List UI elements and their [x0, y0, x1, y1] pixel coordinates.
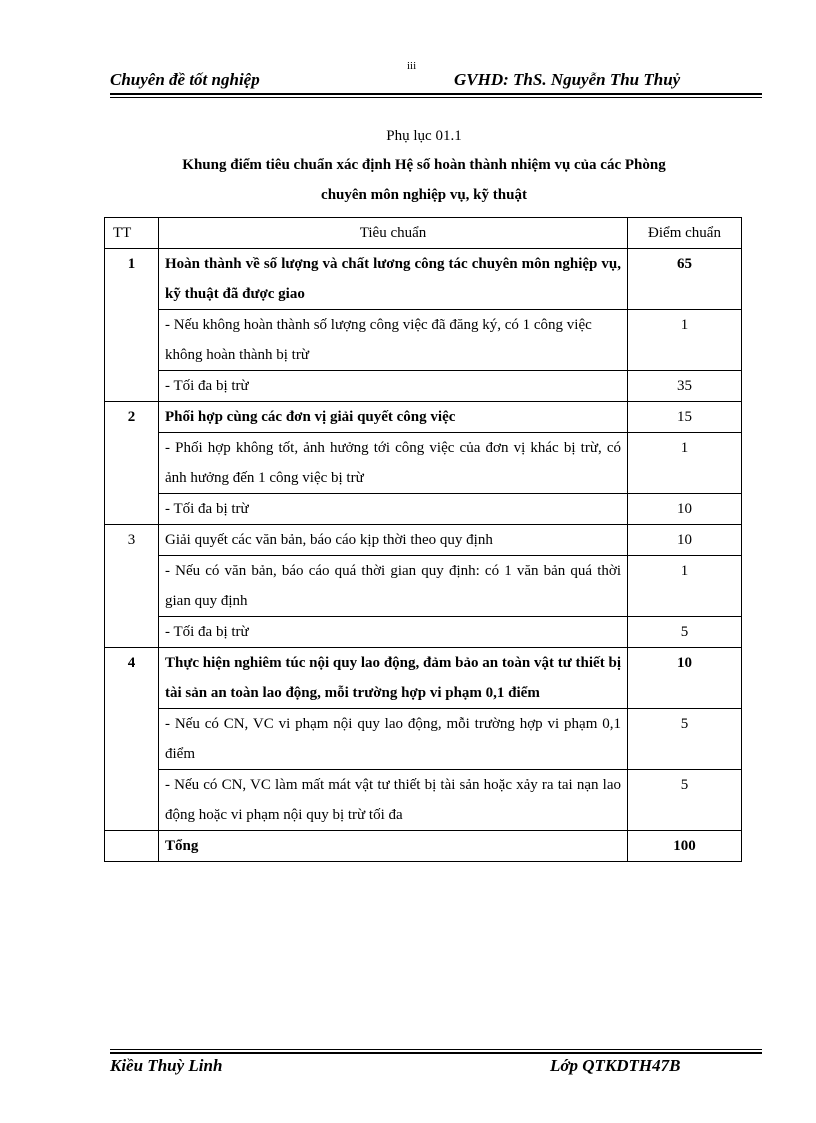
- footer-class: Lớp QTKDTH47B: [550, 1056, 681, 1075]
- header-points: Điểm chuẩn: [628, 218, 742, 249]
- criteria-cell: - Nếu có CN, VC làm mất mát vật tư thiết bị tài sản hoặc xảy ra tai nạn lao động hoặc vi phạm nội quy bị trừ tối đa: [159, 770, 628, 831]
- criteria-table: [104, 217, 742, 862]
- table-row: [105, 770, 742, 831]
- header-tt: TT: [105, 218, 159, 249]
- points-cell: 15: [628, 402, 742, 433]
- table-row: [105, 556, 742, 617]
- criteria-cell: Hoàn thành về số lượng và chất lương công tác chuyên môn nghiệp vụ, kỹ thuật đã được giao: [159, 249, 628, 310]
- points-cell: 5: [628, 709, 742, 770]
- table-header-row: [105, 218, 742, 249]
- header-document-type: Chuyên đề tốt nghiệp: [110, 70, 260, 89]
- footer-rule-thin: [110, 1049, 762, 1050]
- header-supervisor: GVHD: ThS. Nguyễn Thu Thuỷ: [454, 70, 681, 89]
- criteria-cell: - Tối đa bị trừ: [159, 617, 628, 648]
- points-cell: 10: [628, 525, 742, 556]
- points-cell: 1: [628, 310, 742, 371]
- table-row: [105, 310, 742, 371]
- criteria-cell: - Tối đa bị trừ: [159, 494, 628, 525]
- points-cell: 5: [628, 770, 742, 831]
- points-cell: 35: [628, 371, 742, 402]
- criteria-cell: - Nếu không hoàn thành số lượng công việc đã đăng ký, có 1 công việc không hoàn thành bị trừ: [159, 310, 628, 371]
- points-cell: 1: [628, 556, 742, 617]
- header-criteria: Tiêu chuẩn: [159, 218, 628, 249]
- criteria-cell: Thực hiện nghiêm túc nội quy lao động, đảm bảo an toàn vật tư thiết bị tài sản an toàn lao động, mỗi trường hợp vi phạm 0,1 điểm: [159, 648, 628, 709]
- criteria-cell: Giải quyết các văn bản, báo cáo kịp thời theo quy định: [159, 525, 628, 556]
- points-cell: 65: [628, 249, 742, 310]
- table-row: [105, 709, 742, 770]
- group-number: 2: [105, 402, 159, 433]
- criteria-cell: Phối hợp cùng các đơn vị giải quyết công việc: [159, 402, 628, 433]
- total-label: Tổng: [159, 831, 628, 862]
- table-row: [105, 433, 742, 494]
- criteria-cell: - Nếu có CN, VC vi phạm nội quy lao động, mỗi trường hợp vi phạm 0,1 điểm: [159, 709, 628, 770]
- criteria-cell: - Tối đa bị trừ: [159, 371, 628, 402]
- points-cell: 10: [628, 494, 742, 525]
- table-row: [105, 371, 742, 402]
- table-row: [105, 648, 742, 709]
- table-title-line2: chuyên môn nghiệp vụ, kỹ thuật: [321, 187, 527, 203]
- table-total-row: [105, 831, 742, 862]
- table-row: [105, 402, 742, 433]
- page-number: iii: [407, 60, 417, 72]
- footer-rule-thick: [110, 1052, 762, 1054]
- total-points: 100: [628, 831, 742, 862]
- points-cell: 1: [628, 433, 742, 494]
- appendix-label: Phụ lục 01.1: [386, 128, 462, 144]
- criteria-cell: - Nếu có văn bản, báo cáo quá thời gian quy định: có 1 văn bản quá thời gian quy định: [159, 556, 628, 617]
- footer-author: Kiều Thuỳ Linh: [110, 1056, 223, 1075]
- points-cell: 5: [628, 617, 742, 648]
- table-row: [105, 249, 742, 310]
- criteria-cell: - Phối hợp không tốt, ảnh hưởng tới công việc của đơn vị khác bị trừ, có ảnh hưởng đến 1 công việc bị trừ: [159, 433, 628, 494]
- group-number: 3: [105, 525, 159, 556]
- page-footer: [110, 1056, 762, 1082]
- group-number: 4: [105, 648, 159, 709]
- header-rule-thick: [110, 93, 762, 95]
- table-row: [105, 525, 742, 556]
- points-cell: 10: [628, 648, 742, 709]
- group-number: 1: [105, 249, 159, 310]
- table-row: [105, 617, 742, 648]
- table-row: [105, 494, 742, 525]
- table-title-line1: Khung điểm tiêu chuẩn xác định Hệ số hoàn thành nhiệm vụ của các Phòng: [182, 157, 666, 173]
- header-rule-thin: [110, 97, 762, 98]
